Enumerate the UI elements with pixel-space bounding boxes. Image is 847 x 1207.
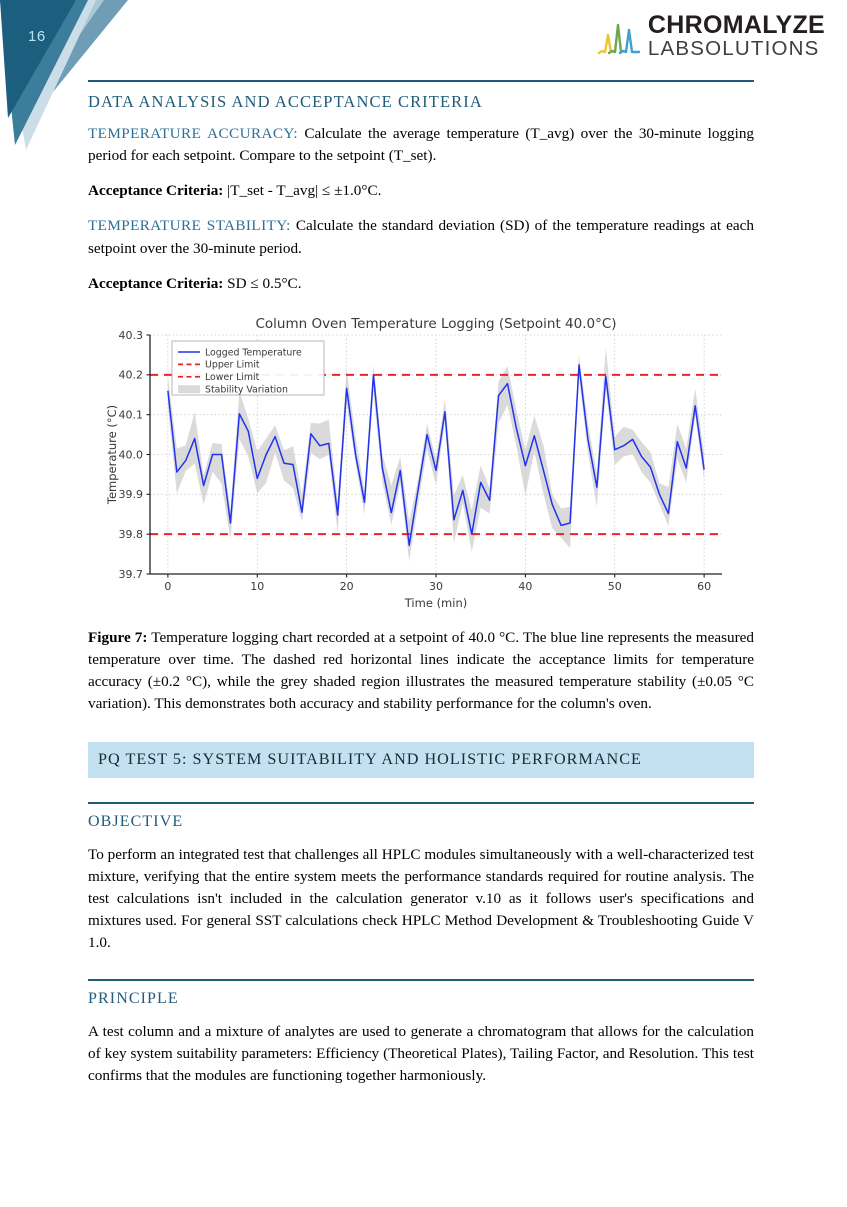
temperature-logging-chart — [88, 313, 754, 613]
label-temperature-accuracy: TEMPERATURE ACCURACY: — [88, 124, 298, 142]
svg-text:Stability Variation: Stability Variation — [205, 384, 288, 396]
figure-caption-label: Figure 7: — [88, 628, 148, 646]
text-acceptance-criteria-accuracy: |T_set - T_avg| ≤ ±1.0°C. — [223, 182, 382, 200]
svg-text:60: 60 — [697, 579, 712, 593]
svg-text:40.2: 40.2 — [118, 368, 143, 382]
svg-text:40.1: 40.1 — [118, 408, 143, 422]
paragraph-stability-criteria — [88, 273, 754, 295]
svg-text:39.7: 39.7 — [118, 567, 143, 581]
subsection-heading-objective: OBJECTIVE — [88, 812, 184, 830]
logo-name-secondary: LABSOLUTIONS — [647, 37, 820, 60]
logo-name-primary: CHROMALYZE — [647, 11, 825, 39]
section-heading-data-analysis: DATA ANALYSIS AND ACCEPTANCE CRITERIA — [88, 92, 483, 111]
section-divider-objective — [88, 802, 754, 804]
svg-text:39.9: 39.9 — [118, 488, 143, 502]
svg-text:40.3: 40.3 — [118, 328, 143, 342]
svg-text:30: 30 — [429, 579, 443, 593]
figure-caption-text: Temperature logging chart recorded at a setpoint of 40.0 °C. The blue line represents the measured temperature over time. The dashed red horizontal lines indicate the acceptance limits for temperature accuracy (±0.2 °C), while the grey shaded region illustrates the measured temperature stability (±0.05 °C variation). This demonstrates both accuracy and stability performance for the column's oven. — [88, 628, 754, 713]
svg-text:Temperature (°C): Temperature (°C) — [105, 404, 119, 505]
text-temperature-stability: Calculate the standard deviation (SD) of the temperature readings at each setpoint over the 30-minute period. — [88, 217, 754, 257]
page-content — [88, 0, 754, 1087]
section-divider-top — [88, 80, 754, 82]
section-divider-principle — [88, 979, 754, 981]
svg-text:Time (min): Time (min) — [404, 595, 468, 610]
paragraph-principle: A test column and a mixture of analytes are used to generate a chromatogram that allows for the calculation of key system suitability parameters: Efficiency (Theoretical Plates), Tailing Factor, and Resolution. This test confirms that the modules are functioning together harmoniously. — [88, 1022, 754, 1084]
page-number: 16 — [28, 28, 46, 45]
text-acceptance-criteria-stability: SD ≤ 0.5°C. — [223, 274, 302, 292]
paragraph-accuracy-criteria — [88, 180, 754, 202]
svg-text:Lower Limit: Lower Limit — [205, 372, 260, 384]
svg-text:40.0: 40.0 — [118, 448, 143, 462]
svg-text:Column Oven Temperature Loggin: Column Oven Temperature Logging (Setpoint 40.0°C) — [255, 315, 617, 332]
section-banner-pq-test-5: PQ TEST 5: SYSTEM SUITABILITY AND HOLISTIC PERFORMANCE — [88, 742, 754, 778]
svg-text:39.8: 39.8 — [118, 527, 143, 541]
paragraph-temperature-stability — [88, 215, 754, 259]
label-acceptance-criteria-stability: Acceptance Criteria: — [88, 274, 224, 292]
text-temperature-accuracy: Calculate the average temperature (T_avg) over the 30-minute logging period for each setpoint. Compare to the setpoint (T_set). — [88, 124, 755, 164]
svg-text:Logged Temperature: Logged Temperature — [205, 347, 302, 359]
svg-text:10: 10 — [250, 579, 265, 593]
svg-text:40: 40 — [518, 579, 533, 593]
label-temperature-stability: TEMPERATURE STABILITY: — [88, 217, 291, 235]
svg-text:50: 50 — [607, 579, 622, 593]
subsection-heading-principle: PRINCIPLE — [88, 989, 179, 1007]
paragraph-objective: To perform an integrated test that challenges all HPLC modules simultaneously with a well-characterized test mixture, verifying that the entire system meets the performance standards required for routine analysis. The test calculations isn't included in the calculation generator v.10 as it follows user's specifications and mixtures used. For general SST calculations check HPLC Method Development & Troubleshooting Guide V 1.0. — [88, 845, 754, 952]
svg-text:20: 20 — [339, 579, 354, 593]
svg-text:0: 0 — [164, 579, 172, 593]
paragraph-temperature-accuracy — [88, 123, 754, 167]
svg-text:Upper Limit: Upper Limit — [205, 359, 260, 371]
figure-caption — [88, 627, 754, 716]
figure-temperature-logging-chart — [88, 313, 754, 613]
label-acceptance-criteria-accuracy: Acceptance Criteria: — [88, 182, 224, 200]
